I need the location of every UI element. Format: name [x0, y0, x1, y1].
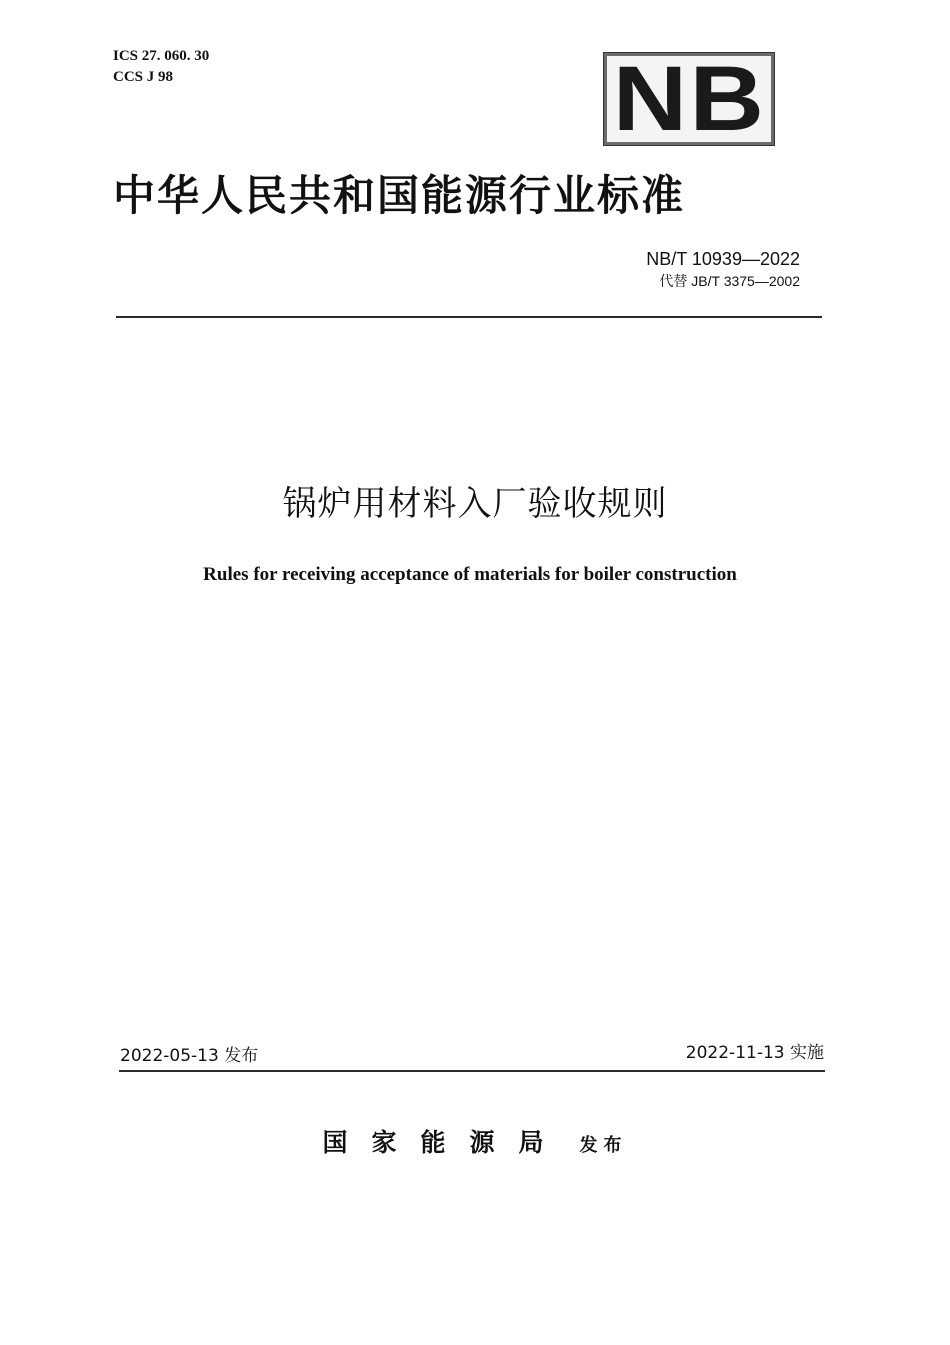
ccs-code: CCS J 98: [113, 69, 174, 85]
ics-code: ICS 27. 060. 30: [113, 48, 210, 64]
issuing-organization: 国家能源局: [322, 1128, 568, 1157]
standard-number-block: [646, 247, 800, 291]
document-title-chinese: 锅炉用材料入厂验收规则: [282, 484, 668, 524]
bottom-divider: [119, 1070, 825, 1072]
issuer-line: [0, 1123, 950, 1159]
classification-codes: [113, 46, 209, 88]
nb-logo-frame: [607, 48, 771, 150]
standard-category-title: 中华人民共和国能源行业标准: [113, 171, 686, 220]
nb-logo-text: NB: [612, 48, 766, 150]
issue-date: 2022-05-13 发布: [120, 1046, 259, 1066]
top-divider: [116, 316, 822, 318]
nb-logo: [603, 48, 775, 150]
replaces-standard: 代替 JB/T 3375—2002: [659, 273, 800, 289]
document-title-english: Rules for receiving acceptance of materials for boiler construction: [203, 564, 737, 585]
implementation-date: 2022-11-13 实施: [685, 1043, 824, 1063]
issue-action: 发布: [579, 1135, 628, 1156]
standard-number: NB/T 10939—2022: [646, 249, 800, 269]
